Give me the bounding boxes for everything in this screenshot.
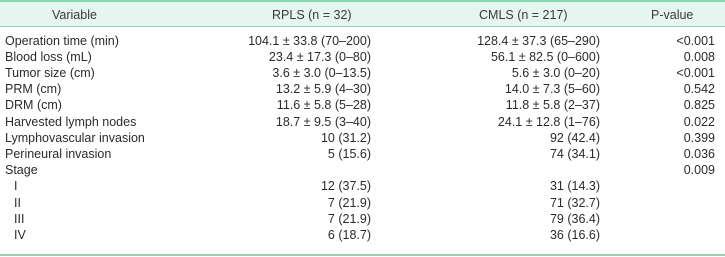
- variable-cell: Operation time (min): [5, 34, 119, 48]
- pvalue-cell: <0.001: [676, 66, 715, 80]
- table-row: [0, 81, 725, 97]
- pvalue-cell: 0.009: [683, 163, 715, 177]
- pvalue-cell: 0.008: [683, 50, 715, 64]
- header-variable: Variable: [52, 8, 97, 22]
- table-row: [0, 195, 725, 211]
- table-row: [0, 162, 725, 178]
- cmls-cell: 79 (36.4): [549, 212, 600, 226]
- variable-cell: Perineural invasion: [5, 147, 112, 161]
- variable-cell: Tumor size (cm): [5, 66, 95, 80]
- cmls-cell: 74 (34.1): [549, 147, 600, 161]
- variable-cell: Lymphovascular invasion: [5, 131, 145, 145]
- rpls-cell: 10 (31.2): [320, 131, 371, 145]
- variable-cell: IV: [14, 228, 26, 242]
- variable-cell: PRM (cm): [5, 82, 62, 96]
- rpls-cell: 11.6 ± 5.8 (5–28): [276, 98, 371, 112]
- pvalue-cell: 0.542: [683, 82, 715, 96]
- table-row: [0, 114, 725, 130]
- cmls-cell: 11.8 ± 5.8 (2–37): [505, 98, 600, 112]
- pvalue-cell: 0.036: [683, 147, 715, 161]
- header-rpls: RPLS (n = 32): [272, 8, 352, 22]
- variable-cell: I: [14, 179, 18, 193]
- table-row: [0, 178, 725, 194]
- cmls-cell: 24.1 ± 12.8 (1–76): [497, 115, 600, 129]
- table-row: [0, 49, 725, 65]
- variable-cell: Blood loss (mL): [5, 50, 92, 64]
- rpls-cell: 7 (21.9): [327, 212, 371, 226]
- rpls-cell: 13.2 ± 5.9 (4–30): [275, 82, 371, 96]
- rpls-cell: 104.1 ± 33.8 (70–200): [248, 34, 371, 48]
- variable-cell: III: [14, 212, 25, 226]
- cmls-cell: 92 (42.4): [549, 131, 600, 145]
- rpls-cell: 23.4 ± 17.3 (0–80): [268, 50, 371, 64]
- table-row: [0, 97, 725, 113]
- table-row: [0, 65, 725, 81]
- cmls-cell: 36 (16.6): [549, 228, 600, 242]
- table-row: [0, 146, 725, 162]
- variable-cell: DRM (cm): [5, 98, 62, 112]
- rpls-cell: 18.7 ± 9.5 (3–40): [275, 115, 371, 129]
- variable-cell: Stage: [5, 163, 38, 177]
- variable-cell: II: [14, 196, 21, 210]
- rpls-cell: 7 (21.9): [327, 196, 371, 210]
- pvalue-cell: 0.825: [683, 98, 715, 112]
- table-bottom-rule: [0, 254, 725, 256]
- rpls-cell: 6 (18.7): [327, 228, 371, 242]
- pvalue-cell: <0.001: [676, 34, 715, 48]
- cmls-cell: 5.6 ± 3.0 (0–20): [511, 66, 600, 80]
- cmls-cell: 14.0 ± 7.3 (5–60): [504, 82, 600, 96]
- rpls-cell: 12 (37.5): [320, 179, 371, 193]
- rpls-cell: 3.6 ± 3.0 (0–13.5): [272, 66, 371, 80]
- table-row: [0, 227, 725, 243]
- header-pvalue: P-value: [651, 8, 694, 22]
- pvalue-cell: 0.399: [683, 131, 715, 145]
- table-row: [0, 33, 725, 49]
- pvalue-cell: 0.022: [683, 115, 715, 129]
- cmls-cell: 31 (14.3): [549, 179, 600, 193]
- cmls-cell: 56.1 ± 82.5 (0–600): [490, 50, 600, 64]
- cmls-cell: 71 (32.7): [549, 196, 600, 210]
- cmls-cell: 128.4 ± 37.3 (65–290): [477, 34, 600, 48]
- table-row: [0, 211, 725, 227]
- variable-cell: Harvested lymph nodes: [5, 115, 137, 129]
- table-header: [0, 0, 725, 27]
- header-cmls: CMLS (n = 217): [479, 8, 568, 22]
- table-row: [0, 130, 725, 146]
- rpls-cell: 5 (15.6): [327, 147, 371, 161]
